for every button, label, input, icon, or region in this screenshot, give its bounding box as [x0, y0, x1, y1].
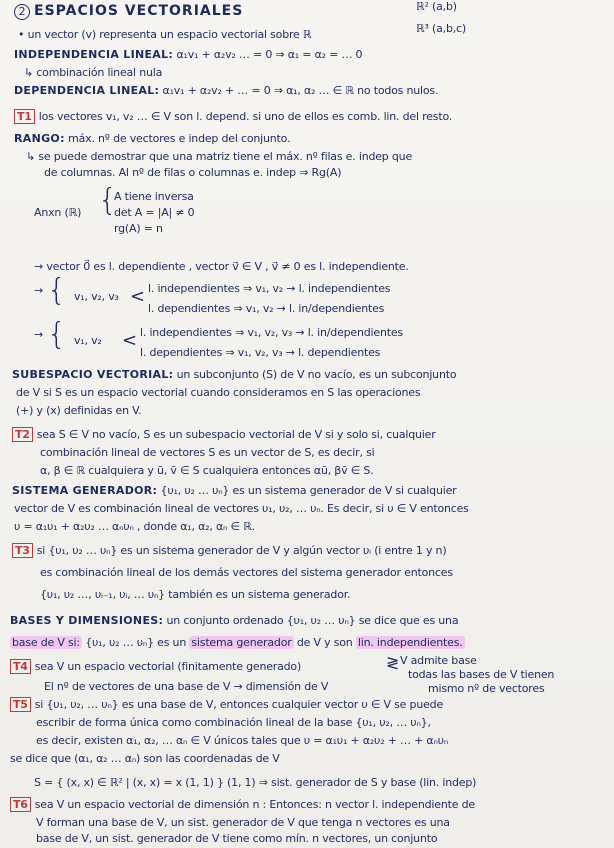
- theorem-tag: T4: [10, 659, 31, 674]
- theorem-t3-line-3: {υ₁, υ₂ …, υᵢ₋₁, υᵢ, … υₙ} también es un sistema generador.: [40, 588, 351, 601]
- matrix-prop-1: A tiene inversa: [114, 190, 194, 203]
- dependence-formula: α₁v₁ + α₂v₂ + … = 0 ⇒ α₁, α₂ … ∈ ℝ no todos nulos.: [162, 84, 439, 97]
- generator-label: SISTEMA GENERADOR:: [12, 484, 158, 497]
- theorem-tag: T3: [12, 543, 33, 558]
- subspace-line-2: de V si S es un espacio vectorial cuando consideramos en S las operaciones: [16, 386, 421, 399]
- highlight-independent: lin. independientes.: [357, 636, 463, 649]
- theorem-t4: [10, 660, 301, 674]
- three-vector-brace: [34, 273, 66, 308]
- theorem-t3-line-2: es combinación lineal de los demás vectores del sistema generador entonces: [40, 566, 453, 579]
- three-vector-label: v₁, v₂, v₃: [74, 290, 119, 303]
- theorem-t5-line-3: es decir, existen α₁, α₂, … αₙ ∈ V únicos tales que υ = α₁υ₁ + α₂υ₂ + … + αₙυₙ: [36, 734, 449, 747]
- matrix-prop-2: det A = |A| ≠ 0: [114, 206, 195, 219]
- independence-line: [14, 48, 362, 62]
- intro-line: • un vector (v) representa un espacio vectorial sobre ℝ: [18, 28, 312, 41]
- two-vector-brace: [34, 317, 66, 352]
- page-heading: [14, 4, 243, 20]
- rango-note-1: ↳ se puede demostrar que una matriz tiene el máx. nº filas e. indep que: [26, 150, 413, 163]
- subspace-definition: un subconjunto (S) de V no vacío, es un subconjunto: [176, 368, 457, 381]
- rango-line: [14, 132, 290, 146]
- theorem-text: si {υ₁, υ₂ … υₙ} es un sistema generador de V y algún vector υᵢ (i entre 1 y n): [36, 544, 447, 557]
- rango-definition: máx. nº de vectores e indep del conjunto.: [68, 132, 291, 145]
- three-vector-indep: l. independientes ⇒ v₁, v₂ → l. independientes: [148, 282, 391, 295]
- two-vector-label: v₁, v₂: [74, 334, 102, 347]
- bases-set: {υ₁, υ₂ … υₙ} es un: [85, 636, 187, 649]
- theorem-t3: [12, 544, 446, 558]
- generator-line-2: vector de V es combinación lineal de vectores υ₁, υ₂, … υₙ. Es decir, si υ ∈ V entonces: [14, 502, 469, 515]
- theorem-t6-line-2: V forman una base de V, un sist. generador de V que tenga n vectores es una: [36, 816, 450, 829]
- left-brace-icon: {: [98, 183, 117, 218]
- t4-consequence-3: mismo nº de vectores: [428, 682, 545, 695]
- rango-note-2: de columnas. Al nº de filas o columnas e. indep ⇒ Rg(A): [44, 166, 342, 179]
- section-number: 2: [14, 4, 30, 20]
- left-brace-icon: {: [47, 273, 66, 308]
- matrix-prop-3: rg(A) = n: [114, 222, 163, 235]
- two-vector-indep: l. independientes ⇒ v₁, v₂, v₃ → l. in/dependientes: [140, 326, 403, 339]
- branch-icon: <: [130, 286, 145, 307]
- bases-line-1: [10, 614, 458, 628]
- generator-line-1: [12, 484, 456, 498]
- theorem-tag: T2: [12, 427, 33, 442]
- independence-formula: α₁v₁ + α₂v₂ … = 0 ⇒ α₁ = α₂ = … 0: [176, 48, 363, 61]
- branch-icon: ≷: [386, 653, 400, 672]
- theorem-t1: [14, 110, 452, 124]
- dependence-label: DEPENDENCIA LINEAL:: [14, 84, 160, 97]
- t4-consequence-1: V admite base: [400, 654, 477, 667]
- theorem-tag: T6: [10, 797, 31, 812]
- bases-definition: un conjunto ordenado {υ₁, υ₂ … υₙ} se dice que es una: [166, 614, 459, 627]
- two-vector-dep: l. dependientes ⇒ v₁, v₂, v₃ → l. dependientes: [140, 346, 381, 359]
- theorem-t2: [12, 428, 436, 442]
- dependence-line: [14, 84, 438, 98]
- bases-label: BASES Y DIMENSIONES:: [10, 614, 164, 627]
- branch-icon: <: [122, 330, 137, 351]
- theorem-t5: [10, 698, 443, 712]
- subspace-label: SUBESPACIO VECTORIAL:: [12, 368, 174, 381]
- theorem-t4-line-2: El nº de vectores de una base de V → dimensión de V: [44, 680, 329, 693]
- independence-note: ↳ combinación lineal nula: [24, 66, 163, 79]
- bases-and: de V y son: [296, 636, 353, 649]
- left-brace-icon: {: [47, 317, 66, 352]
- three-vector-dep: l. dependientes ⇒ v₁, v₂ → l. in/dependientes: [148, 302, 385, 315]
- theorem-text: sea V un espacio vectorial (finitamente generado): [34, 660, 302, 673]
- highlight-generator: sistema generador: [191, 636, 292, 649]
- arrow-icon: →: [34, 328, 44, 341]
- highlight-base: base de V si:: [12, 636, 80, 649]
- subspace-line-1: [12, 368, 456, 382]
- subspace-line-3: (+) y (x) definidas en V.: [16, 404, 142, 417]
- t4-consequence-2: todas las bases de V tienen: [408, 668, 555, 681]
- theorem-tag: T5: [10, 697, 31, 712]
- r3-note: ℝ³ (a,b,c): [416, 22, 466, 35]
- theorem-text: sea V un espacio vectorial de dimensión n : Entonces: n vector l. independiente de: [34, 798, 475, 811]
- matrix-label: Anxn (ℝ): [34, 206, 82, 219]
- theorem-text: sea S ∈ V no vacío, S es un subespacio vectorial de V si y solo si, cualquier: [36, 428, 436, 441]
- r2-note: ℝ² (a,b): [416, 0, 457, 13]
- zero-vector-note: → vector 0⃗ es l. dependiente , vector v⃗ ∈ V , v⃗ ≠ 0 es l. independiente.: [34, 260, 409, 273]
- example-line: S = { (x, x) ∈ ℝ² | (x, x) = x (1, 1) } (1, 1) ⇒ sist. generador de S y base (lin. indep): [34, 776, 477, 789]
- bases-line-2: [10, 636, 465, 650]
- generator-line-3: υ = α₁υ₁ + α₂υ₂ … αₙυₙ , donde α₁, α₂, αₙ ∈ ℝ.: [14, 520, 255, 533]
- page-title: ESPACIOS VECTORIALES: [34, 3, 244, 19]
- theorem-t6-line-3: base de V, un sist. generador de V tiene como mín. n vectores, un conjunto: [36, 832, 438, 845]
- theorem-t5-line-2: escribir de forma única como combinación lineal de la base {υ₁, υ₂, … υₙ},: [36, 716, 431, 729]
- theorem-text: si {υ₁, υ₂, … υₙ} es una base de V, entonces cualquier vector υ ∈ V se puede: [34, 698, 444, 711]
- independence-label: INDEPENDENCIA LINEAL:: [14, 48, 174, 61]
- theorem-t5-line-4: se dice que (α₁, α₂ … αₙ) son las coordenadas de V: [10, 752, 280, 765]
- theorem-t2-line-3: α, β ∈ ℝ cualquiera y ū, v̄ ∈ S cualquiera entonces αū, βv̄ ∈ S.: [40, 464, 374, 477]
- theorem-text: los vectores v₁, v₂ … ∈ V son l. depend. si uno de ellos es comb. lin. del resto.: [38, 110, 453, 123]
- arrow-icon: →: [34, 284, 44, 297]
- rango-label: RANGO:: [14, 132, 65, 145]
- generator-definition: {υ₁, υ₂ … υₙ} es un sistema generador de V si cualquier: [160, 484, 457, 497]
- theorem-tag: T1: [14, 109, 35, 124]
- theorem-t6: [10, 798, 475, 812]
- theorem-t2-line-2: combinación lineal de vectores S es un vector de S, es decir, si: [40, 446, 375, 459]
